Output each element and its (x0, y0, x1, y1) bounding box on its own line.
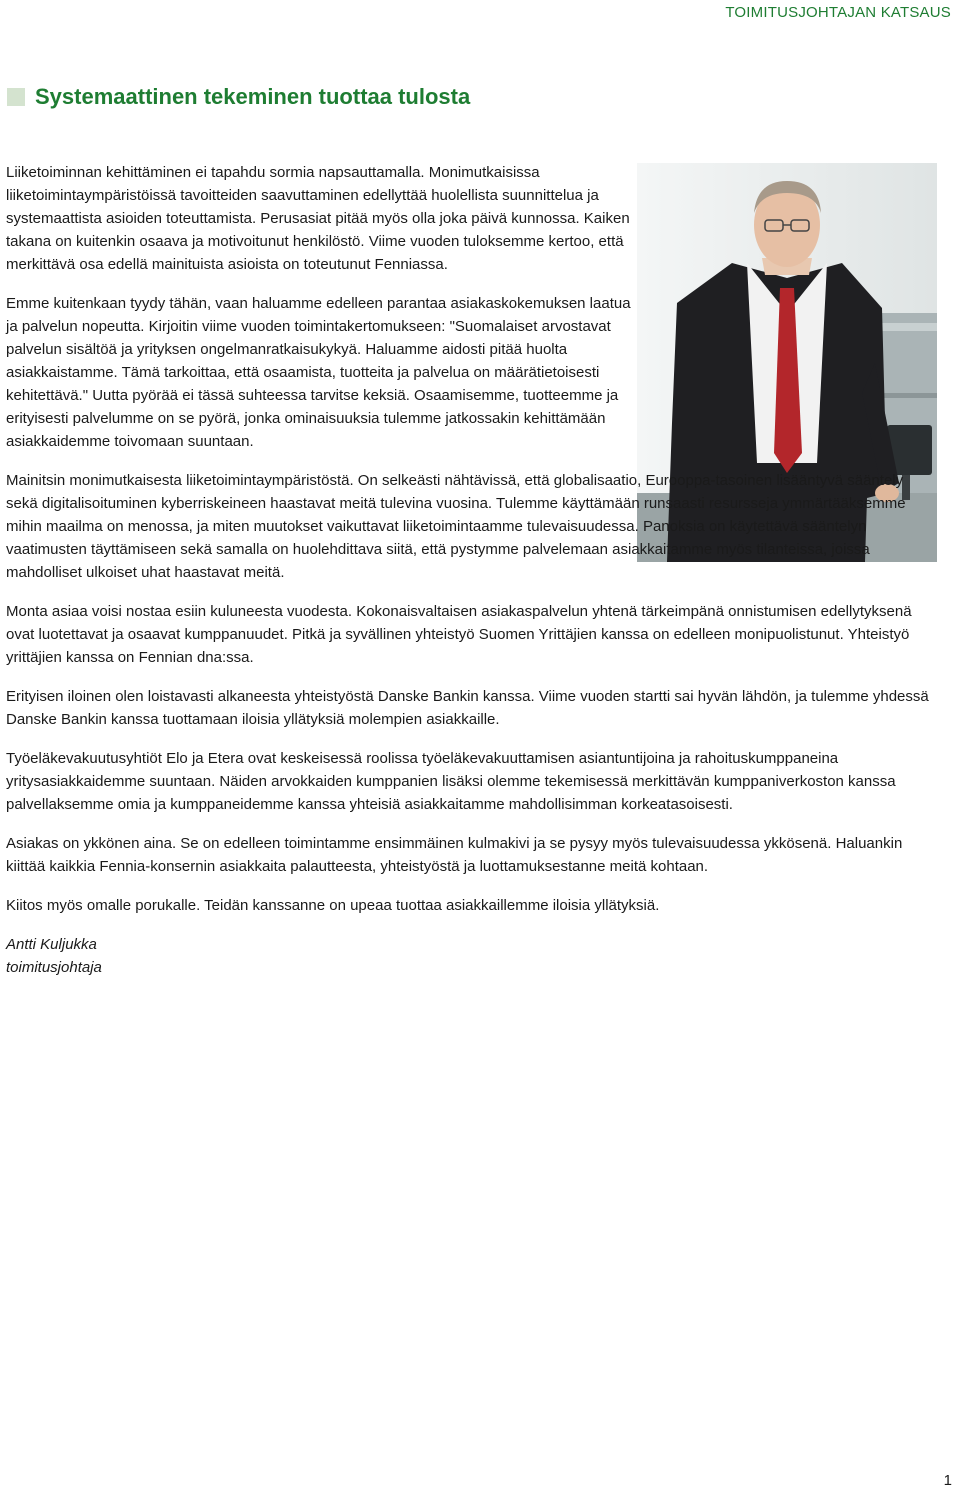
signature (6, 933, 938, 979)
paragraph-7: Asiakas on ykkönen aina. Se on edelleen toimintamme ensimmäinen kulmakivi ja se pysyy myös tulevaisuudessa ykkösenä. Haluankin kiittää kaikkia Fennia-konsernin asiakkaita palautteesta, yhteistyöstä ja luottamuksestanne meitä kohtaan. (6, 835, 903, 875)
article-heading (7, 84, 470, 110)
section-label: TOIMITUSJOHTAJAN KATSAUS (725, 4, 951, 21)
heading-square-icon (7, 88, 25, 106)
paragraph-2: Emme kuitenkaan tyydy tähän, vaan haluamme edelleen parantaa asiakaskokemuksen laatua ja palvelun nopeutta. Kirjoitin viime vuoden toimintakertomukseen: "Suomalaiset arvostavat palvelun sisältöä ja yrityksen ongelmanratkaisukykyä. Haluamme aidosti pitää huolta asiakkaistamme. Tämä tarkoittaa, että osaamista, tuotteita ja palvelua on määrätietoisesti kehitettävä." Uutta pyörää ei tässä suhteessa tarvitse keksiä. Osaamisemme, tuotteemme ja erityisesti palvelumme on se pyörä, jonka ominaisuuksia tulemme jatkossakin kehittämään asiakkaidemme toivomaan suuntaan. (6, 295, 631, 450)
page-number: 1 (943, 1472, 952, 1489)
page-title: Systemaattinen tekeminen tuottaa tulosta (35, 84, 471, 109)
paragraph-4: Monta asiaa voisi nostaa esiin kuluneesta vuodesta. Kokonaisvaltaisen asiakaspalvelun yhtenä tärkeimpänä onnistumisen edellytyksenä ovat luotettavat ja osaavat kumppanuudet. Pitkä ja syvällinen yhteistyö Suomen Yrittäjien kanssa on edelleen monipuolistunut. Yhteistyö yrittäjien kanssa on Fennian dna:ssa. (6, 603, 912, 666)
paragraph-8: Kiitos myös omalle porukalle. Teidän kanssanne on upeaa tuottaa asiakkaillemme iloisia yllätyksiä. (6, 897, 660, 914)
paragraph-1: Liiketoiminnan kehittäminen ei tapahdu sormia napsauttamalla. Monimutkaisissa liiketoimintaympäristöissä tavoitteiden saavuttaminen edellyttää huolellista suunnittelua ja systemaattista asioiden toteuttamista. Perusasiat pitää myös olla joka päivä kunnossa. Kaiken takana on kuitenkin osaava ja motivoitunut henkilöstö. Viime vuoden tuloksemme kertoo, että merkittävä osa edellä mainituista asioista on toteutunut Fenniassa. (6, 164, 630, 273)
signature-name: Antti Kuljukka (6, 936, 97, 953)
article-body (6, 161, 938, 979)
paragraph-3: Mainitsin monimutkaisesta liiketoimintaympäristöstä. On selkeästi nähtävissä, että globalisaatio, Eurooppa-tasoinen lisääntyvä sääntely sekä digitalisoituminen kyberriskeineen haastavat meitä tulevina vuosina. Tulemme käyttämään runsaasti resursseja ymmärtääksemme mihin maailma on menossa, ja miten muutokset vaikuttavat liiketoimintaamme tulevaisuudessa. Panoksia on käytettävä sääntelyn vaatimusten täyttämiseen sekä samalla on huolehdittava siitä, että pystymme palvelemaan asiakkaitamme myös tilanteissa, joissa mahdolliset ulkoiset uhat haastavat meitä. (6, 472, 906, 581)
paragraph-6: Työeläkevakuutusyhtiöt Elo ja Etera ovat keskeisessä roolissa työeläkevakuuttamisen asiantuntijoina ja rahoituskumppaneina yritysasiakkaidemme suuntaan. Näiden arvokkaiden kumppanien lisäksi olemme tekemisessä merkittävän kumppaniverkoston kanssa palvellaksemme omia ja kumppaneidemme kanssa yhteisiä asiakkaitamme mahdollisimman korkeatasoisesti. (6, 750, 896, 813)
paragraph-5: Erityisen iloinen olen loistavasti alkaneesta yhteistyöstä Danske Bankin kanssa. Viime vuoden startti sai hyvän lähdön, ja tulemme yhdessä Danske Bankin kanssa tuottamaan iloisia yllätyksiä molempien asiakkaille. (6, 688, 929, 728)
signature-role: toimitusjohtaja (6, 959, 102, 976)
